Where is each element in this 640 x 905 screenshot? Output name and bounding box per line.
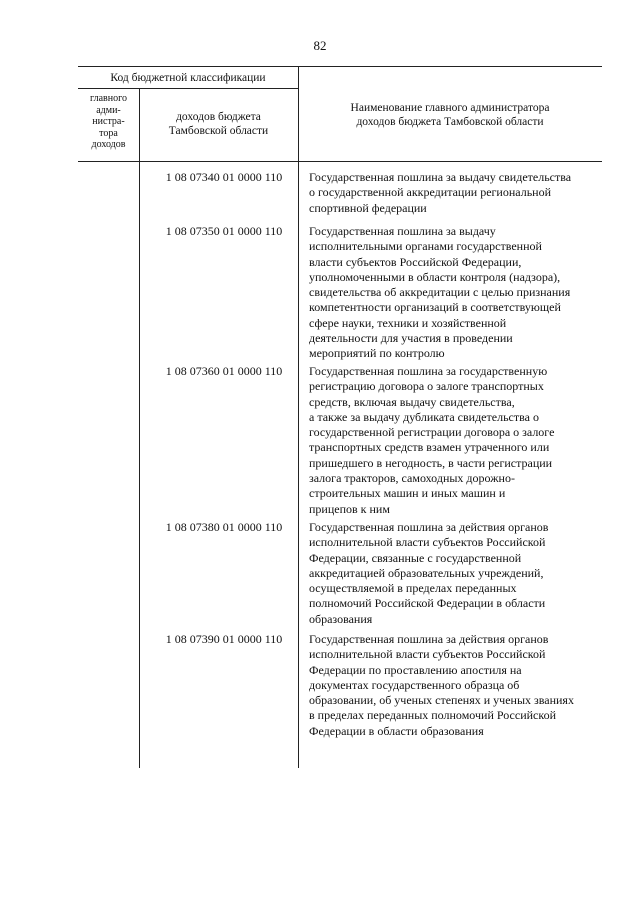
- row-name: Государственная пошлина за выдачу свидетельства о государственной аккредитации региональной спортивной федерации: [309, 170, 572, 215]
- header-income-label: доходов бюджета Тамбовской области: [168, 111, 269, 137]
- header-group-label: Код бюджетной классификации: [110, 72, 266, 84]
- row-code: 1 08 07350 01 0000 110: [165, 224, 283, 238]
- row-name: Государственная пошлина за государственную регистрацию договора о залоге транспортных средств, включая выдачу свидетельства, а также за выдачу дубликата свидетельства о государственной регистрации договора о залоге транспортных средств взамен утраченного или пришедшего в негодность, в части регистрации залога тракторов, самоходных дорожно- строительных машин и иных машин и прицепов к ним: [309, 364, 555, 516]
- column-divider-admin: [139, 88, 140, 768]
- row-code: 1 08 07390 01 0000 110: [165, 632, 283, 646]
- header-bottom-border: [78, 161, 602, 162]
- row-code: 1 08 07360 01 0000 110: [165, 364, 283, 378]
- column-divider-income: [298, 66, 299, 768]
- row-code: 1 08 07380 01 0000 110: [165, 520, 283, 534]
- header-group-underline: [78, 88, 298, 89]
- header-admin-label: главного адми- нистра- тора доходов: [90, 93, 127, 151]
- row-code: 1 08 07340 01 0000 110: [165, 170, 283, 184]
- page-number: 82: [313, 38, 327, 53]
- row-name: Государственная пошлина за действия органов исполнительной власти субъектов Российской Федерации по проставлению апостиля на документах государственного образца об образовании, об ученых степенях и ученых званиях в пределах переданных полномочий Российской Федерации в области образования: [309, 632, 574, 738]
- table-top-border: [78, 66, 602, 67]
- row-name: Государственная пошлина за выдачу исполнительными органами государственной власти субъектов Российской Федерации, уполномоченными в области контроля (надзора), свидетельства об аккредитации с целью признания компетентности организаций в соответствующей сфере науки, техники и хозяйственной деятельности для участия в проведении мероприятий по контролю: [309, 224, 571, 361]
- header-name-label: Наименование главного администратора доходов бюджета Тамбовской области: [350, 102, 550, 128]
- row-name: Государственная пошлина за действия органов исполнительной власти субъектов Российской Федерации, связанные с государственной аккредитацией образовательных учреждений, осуществляемой в пределах переданных полномочий Российской Федерации в области образования: [309, 520, 549, 626]
